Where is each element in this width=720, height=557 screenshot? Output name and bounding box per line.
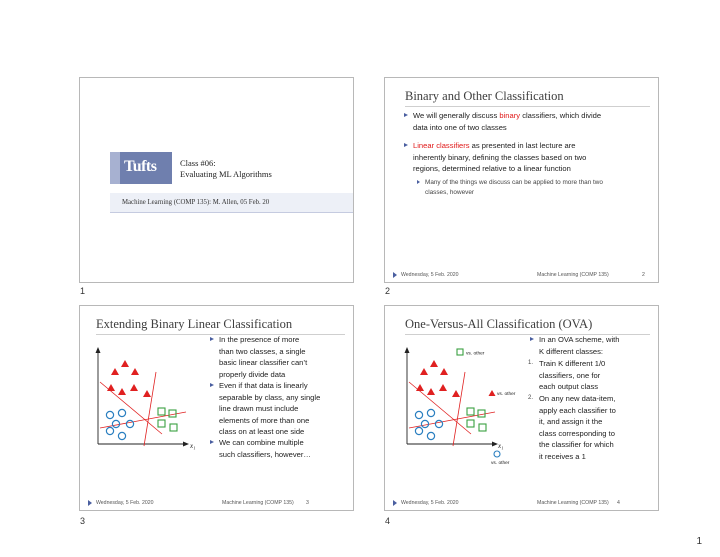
title-rule	[405, 106, 650, 107]
square-point	[170, 424, 177, 431]
bullet-text: basic linear classifier can’t	[219, 358, 308, 367]
bullet-text: We will generally discuss	[413, 111, 500, 120]
tufts-logo	[110, 152, 172, 184]
numbered-item-1	[528, 358, 657, 393]
triangle-point	[143, 390, 151, 397]
bullet-separable	[219, 380, 349, 438]
slide-footer	[385, 268, 658, 282]
bullet-text: In an OVA scheme, with	[539, 335, 620, 344]
bullet-icon	[404, 113, 408, 117]
item-text: it receives a 1	[539, 451, 586, 461]
bullet-binary	[413, 110, 653, 133]
item-text: the classifier for which	[539, 440, 614, 449]
square-point	[467, 420, 474, 427]
class-topic: Evaluating ML Algorithms	[180, 169, 272, 179]
bullet-text: We can combine multiple	[219, 438, 304, 447]
circle-point	[118, 409, 125, 416]
triangle-point	[118, 388, 126, 395]
bullet-icon	[210, 337, 214, 341]
x-axis-arrow-icon	[183, 442, 189, 447]
legend-label-green: vs. other	[466, 351, 485, 357]
circle-point	[427, 409, 434, 416]
footer-arrow-icon	[393, 500, 397, 506]
bullet-text: In the presence of more	[219, 335, 300, 344]
subtitle-rule	[110, 212, 354, 213]
square-point	[158, 408, 165, 415]
legend-label-red: vs. other	[497, 392, 516, 397]
triangle-point	[452, 390, 460, 397]
triangle-point	[111, 368, 119, 375]
circle-point	[415, 411, 422, 418]
slide-number-2: 2	[385, 286, 391, 296]
logo-accent	[110, 152, 120, 184]
bullet-linear	[413, 140, 653, 175]
triangle-point	[439, 384, 447, 391]
highlight-binary: binary	[499, 111, 521, 120]
square-point	[479, 424, 486, 431]
footer-date: Wednesday, 5 Feb. 2020	[401, 272, 459, 278]
legend-circle-icon	[494, 451, 500, 457]
class-title	[180, 158, 272, 180]
class-number: Class #06:	[180, 158, 216, 168]
bullet-presence	[219, 334, 349, 380]
circle-point	[118, 432, 125, 439]
list-number: 1.	[528, 360, 534, 366]
footer-page: 3	[306, 500, 309, 506]
bullet-text: K different classes:	[539, 346, 604, 356]
bullet-ova	[539, 334, 657, 357]
bullet-text: as presented in last lecture are	[469, 141, 576, 150]
circle-point	[421, 420, 428, 427]
square-point	[169, 410, 176, 417]
bullet-text: class on at least one side	[219, 427, 305, 436]
bullet-icon	[404, 143, 408, 147]
slide-title: Binary and Other Classification	[405, 89, 564, 103]
footer-page: 2	[642, 272, 645, 278]
bullet-text: line drawn must include	[219, 404, 299, 413]
y-axis-arrow-icon	[96, 347, 101, 353]
highlight-linear: Linear classifiers	[413, 141, 470, 150]
triangle-point	[121, 360, 129, 367]
circle-point	[435, 420, 442, 427]
circle-point	[106, 411, 113, 418]
footer-date: Wednesday, 5 Feb. 2020	[96, 500, 154, 506]
legend-square-icon	[457, 349, 463, 355]
slide-title: Extending Binary Linear Classification	[96, 317, 293, 331]
bullet-text: Even if that data is linearly	[219, 381, 308, 390]
footer-page: 4	[617, 500, 620, 506]
bullet-icon	[210, 440, 214, 444]
x-axis-label: x₁	[190, 442, 196, 450]
scatter-plot	[88, 344, 198, 469]
bullet-text: separable by class, any single	[219, 392, 321, 402]
item-text: classifiers, one for	[539, 370, 601, 380]
sub-bullet-icon	[417, 180, 420, 184]
legend-triangle-icon	[489, 390, 496, 396]
bullet-text: classifiers, which divide	[520, 111, 602, 120]
triangle-point	[440, 368, 448, 375]
slide-2[interactable]	[384, 77, 659, 283]
sub-text: Many of the things we discuss can be applied to more than two	[425, 179, 603, 186]
divider-line	[144, 372, 156, 446]
y-axis-arrow-icon	[405, 347, 410, 353]
footer-arrow-icon	[393, 272, 397, 278]
sub-text: classes, however	[425, 188, 475, 196]
bullet-combine	[219, 437, 349, 460]
slide-number-4: 4	[385, 516, 391, 526]
square-point	[467, 408, 474, 415]
square-point	[158, 420, 165, 427]
course-subtitle: Machine Learning (COMP 135): M. Allen, 05 Feb. 20	[122, 199, 270, 206]
footer-course: Machine Learning (COMP 135)	[537, 500, 609, 506]
circle-point	[112, 420, 119, 427]
list-number: 2.	[528, 395, 534, 401]
triangle-point	[130, 384, 138, 391]
slide-4[interactable]	[384, 305, 659, 511]
item-text: class corresponding to	[539, 428, 615, 438]
circle-point	[126, 420, 133, 427]
bullet-icon	[530, 337, 534, 341]
bullet-text: properly divide data	[219, 369, 286, 379]
circle-point	[415, 427, 422, 434]
item-text: it, and assign it the	[539, 417, 603, 426]
divider-line	[453, 372, 465, 446]
slide-number-1: 1	[80, 286, 86, 296]
footer-date: Wednesday, 5 Feb. 2020	[401, 500, 459, 506]
square-point	[478, 410, 485, 417]
triangle-point	[107, 384, 115, 391]
bullet-text: inherently binary, defining the classes based on two	[413, 152, 587, 162]
bullet-icon	[210, 383, 214, 387]
slide-3[interactable]	[79, 305, 354, 511]
legend-label-blue: vs. other	[491, 461, 510, 466]
x-axis-label: x₁	[498, 442, 504, 450]
footer-course: Machine Learning (COMP 135)	[222, 500, 294, 506]
triangle-point	[131, 368, 139, 375]
slide-1[interactable]	[79, 77, 354, 283]
bullet-text: than two classes, a single	[219, 346, 306, 356]
item-text: each output class	[539, 382, 599, 391]
slide-footer	[385, 496, 658, 510]
slide-title: One-Versus-All Classification (OVA)	[405, 317, 593, 331]
logo-text: Tufts	[124, 158, 157, 175]
sub-bullet	[425, 178, 655, 197]
triangle-point	[416, 384, 424, 391]
page-number: 1	[696, 536, 702, 547]
item-text: apply each classifier to	[539, 405, 616, 415]
ova-plot	[397, 338, 527, 473]
numbered-item-2	[528, 393, 657, 462]
bullet-text: elements of more than one	[219, 415, 310, 425]
triangle-point	[427, 388, 435, 395]
item-text: Train K different 1/0	[539, 359, 606, 368]
bullet-text: data into one of two classes	[413, 122, 507, 132]
footer-arrow-icon	[88, 500, 92, 506]
triangle-point	[420, 368, 428, 375]
circle-point	[106, 427, 113, 434]
item-text: On any new data-item,	[539, 394, 616, 403]
circle-point	[427, 432, 434, 439]
slide-number-3: 3	[80, 516, 86, 526]
footer-course: Machine Learning (COMP 135)	[537, 272, 609, 278]
bullet-text: such classifiers, however…	[219, 449, 312, 459]
triangle-point	[430, 360, 438, 367]
slide-footer	[80, 496, 353, 510]
bullet-text: regions, determined relative to a linear function	[413, 164, 571, 173]
